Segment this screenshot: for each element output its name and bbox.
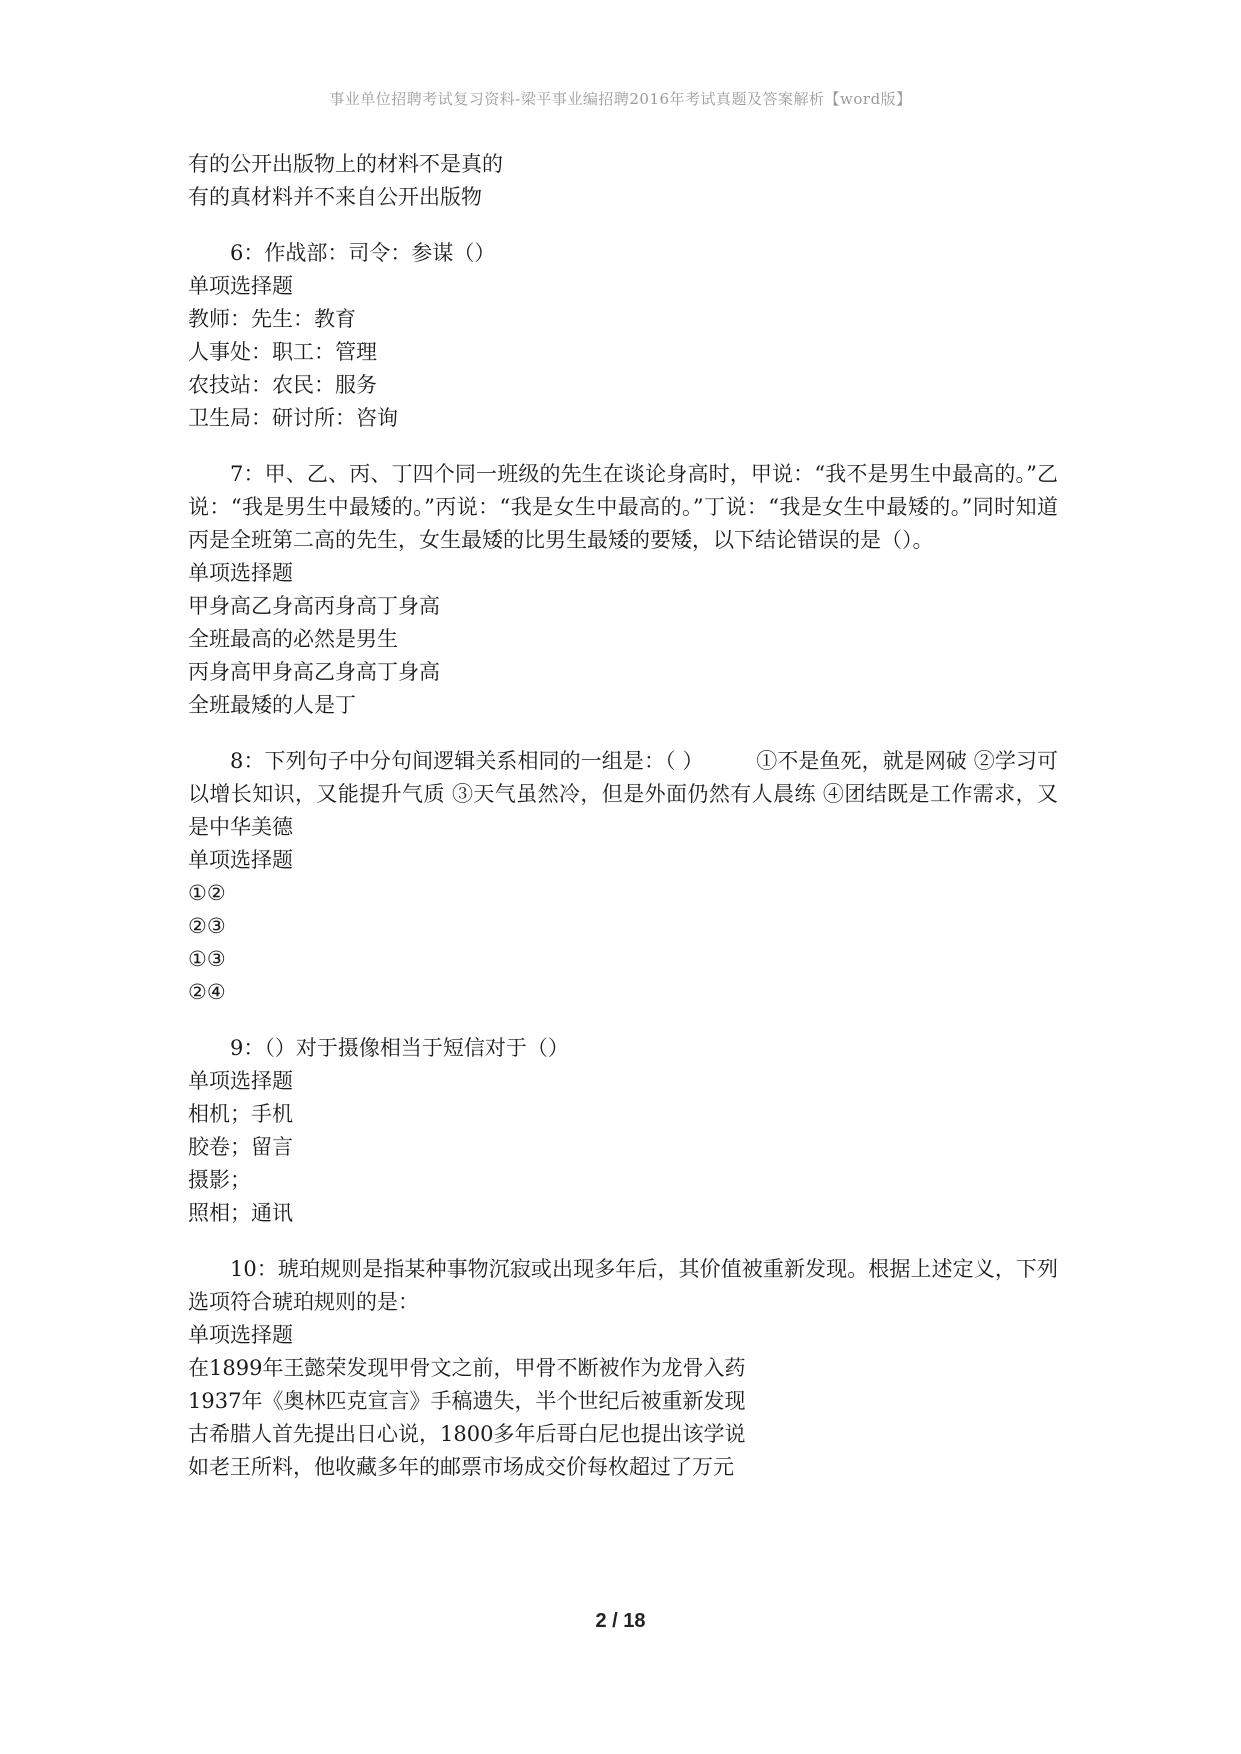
- question-10-option-c: 古希腊人首先提出日心说，1800多年后哥白尼也提出该学说: [188, 1422, 746, 1446]
- question-7-option-a: 甲身高乙身高丙身高丁身高: [188, 594, 440, 618]
- question-9-option-d: 照相；通讯: [188, 1201, 293, 1225]
- question-7-option-d: 全班最矮的人是丁: [188, 693, 356, 717]
- question-6-option-b: 人事处：职工：管理: [188, 340, 377, 364]
- question-8-option-a: ①②: [188, 881, 226, 905]
- question-7-stem: 7：甲、乙、丙、丁四个同一班级的先生在谈论身高时，甲说：“我不是男生中最高的。”乙说：“我是男生中最矮的。”丙说：“我是女生中最高的。”丁说：“我是女生中最矮的。”同时知道丙是全班第二高的先生，女生最矮的比男生最矮的要矮，以下结论错误的是（）。: [188, 462, 1058, 552]
- question-8-type: 单项选择题: [188, 848, 293, 872]
- question-6-option-c: 农技站：农民：服务: [188, 373, 377, 397]
- prev-option-2: 有的真材料并不来自公开出版物: [188, 185, 482, 209]
- question-6-option-d: 卫生局：研讨所：咨询: [188, 406, 398, 430]
- question-6-option-a: 教师：先生：教育: [188, 307, 356, 331]
- document-body: [188, 148, 1058, 1484]
- question-8-option-c: ①③: [188, 947, 226, 971]
- question-10-type: 单项选择题: [188, 1323, 293, 1347]
- question-9-type: 单项选择题: [188, 1069, 293, 1093]
- question-10-option-b: 1937年《奥林匹克宣言》手稿遗失，半个世纪后被重新发现: [188, 1389, 746, 1413]
- question-9-option-b: 胶卷；留言: [188, 1135, 293, 1159]
- question-8-option-b: ②③: [188, 914, 226, 938]
- prev-option-1: 有的公开出版物上的材料不是真的: [188, 152, 503, 176]
- question-9-option-c: 摄影；: [188, 1168, 251, 1192]
- question-7-option-c: 丙身高甲身高乙身高丁身高: [188, 660, 440, 684]
- question-9-stem: 9：（）对于摄像相当于短信对于（）: [230, 1036, 569, 1060]
- question-10-option-a: 在1899年王懿荣发现甲骨文之前，甲骨不断被作为龙骨入药: [188, 1356, 746, 1380]
- question-10-option-d: 如老王所料，他收藏多年的邮票市场成交价每枚超过了万元: [188, 1455, 734, 1479]
- question-8-stem: 8：下列句子中分句间逻辑关系相同的一组是：（ ） ①不是鱼死，就是网破 ②学习可以增长知识，又能提升气质 ③天气虽然冷，但是外面仍然有人晨练 ④团结既是工作需求，又是中华美德: [188, 749, 1058, 839]
- question-10-stem: 10：琥珀规则是指某种事物沉寂或出现多年后，其价值被重新发现。根据上述定义，下列选项符合琥珀规则的是：: [188, 1257, 1058, 1314]
- question-7-type: 单项选择题: [188, 561, 293, 585]
- question-6-stem: 6：作战部：司令：参谋（）: [230, 241, 496, 265]
- question-9-option-a: 相机；手机: [188, 1102, 293, 1126]
- question-6-type: 单项选择题: [188, 274, 293, 298]
- question-8-option-d: ②④: [188, 980, 226, 1004]
- page-number: 2 / 18: [595, 1610, 646, 1632]
- page-header: 事业单位招聘考试复习资料-梁平事业编招聘2016年考试真题及答案解析【word版】: [329, 90, 912, 108]
- question-7-option-b: 全班最高的必然是男生: [188, 627, 398, 651]
